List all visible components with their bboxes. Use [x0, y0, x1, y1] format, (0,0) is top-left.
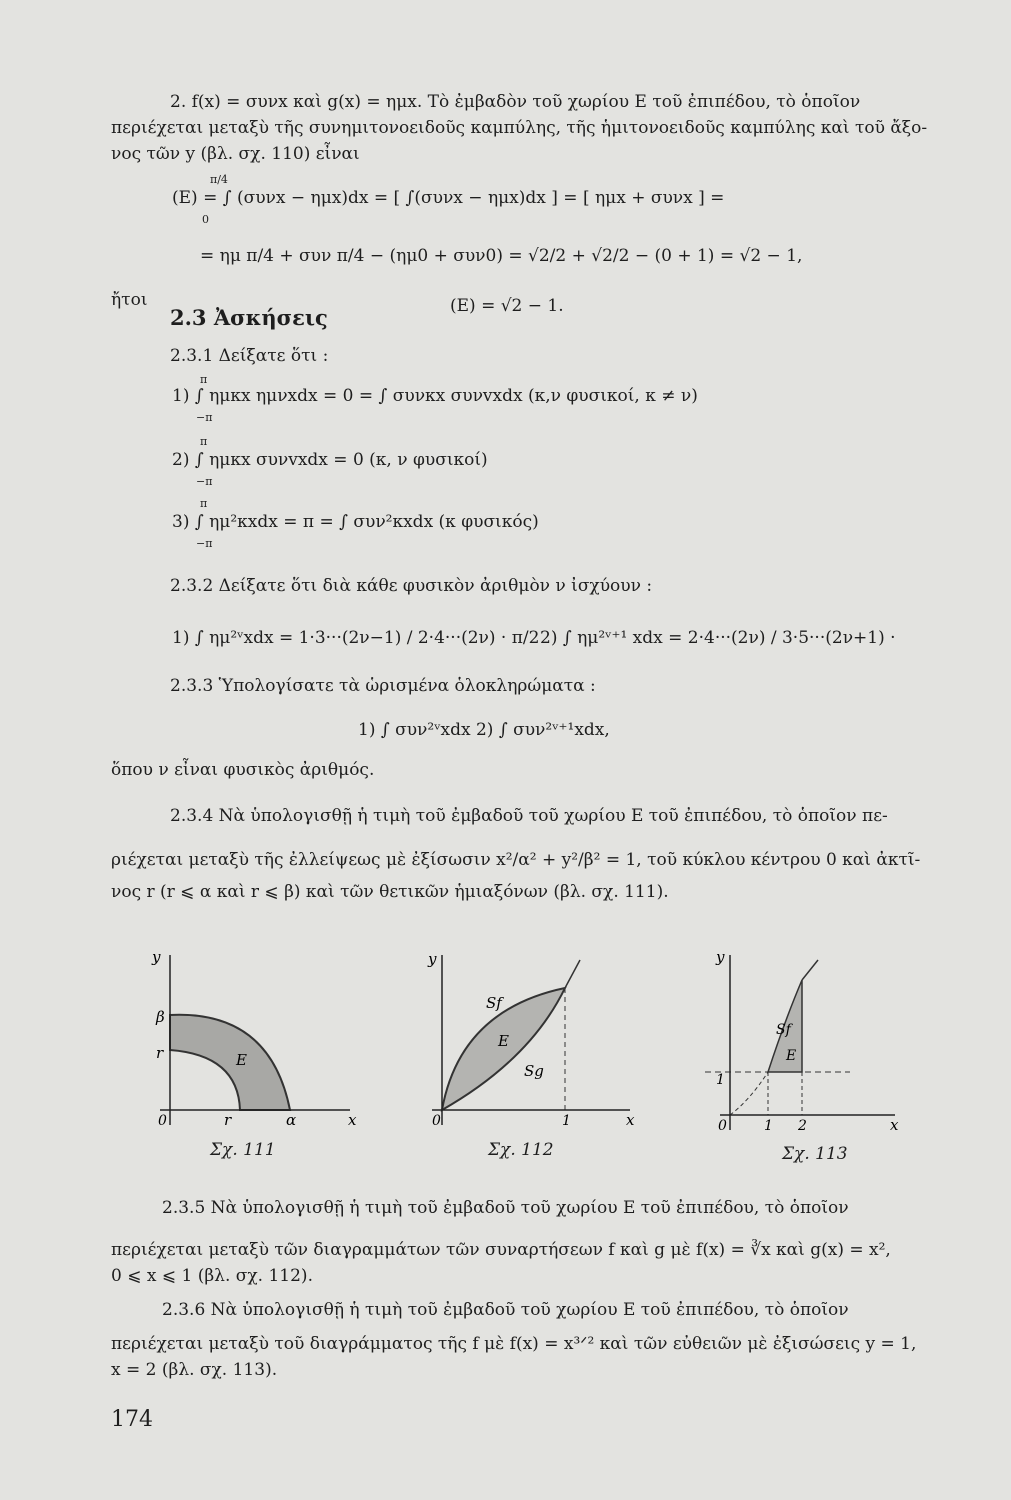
origin-label: 0: [718, 1118, 727, 1134]
text-line: νος r (r ⩽ α καὶ r ⩽ β) καὶ τῶν θετικῶν ἡμιαξόνων (βλ. σχ. 111).: [111, 882, 669, 902]
one-x-label: 1: [764, 1118, 773, 1134]
text-line: 2.3.5 Νὰ ὑπολογισθῇ ἡ τιμὴ τοῦ ἐμβαδοῦ τοῦ χωρίου Ε τοῦ ἐπιπέδου, τὸ ὁποῖον: [162, 1198, 849, 1218]
curve-continuation: [802, 960, 818, 980]
equation-line: (E) = ∫ (συνx − ημx)dx = [ ∫(συνx − ημx)dx ] = [ ημx + συνx ] =: [172, 188, 725, 208]
text-line: 2. f(x) = συνx καὶ g(x) = ημx. Τὸ ἐμβαδὸν τοῦ χωρίου Ε τοῦ ἐπιπέδου, τὸ ὁποῖον: [170, 92, 861, 112]
text-line: ριέχεται μεταξὺ τῆς ἐλλείψεως μὲ ἐξίσωσιν x²/α² + y²/β² = 1, τοῦ κύκλου κέντρου 0 καὶ ἀκτῖ-: [111, 850, 921, 870]
text-line: περιέχεται μεταξὺ τῶν διαγραμμάτων τῶν συναρτήσεων f καὶ g μὲ f(x) = ∛x καὶ g(x) = x²,: [111, 1240, 891, 1260]
sf-label: Sf: [776, 1022, 791, 1038]
region-e: [170, 1015, 290, 1110]
integral-upper-limit: π: [200, 373, 208, 386]
exercise-item: 2) ∫ ημκx συνvxdx = 0 (κ, ν φυσικοί): [172, 450, 488, 470]
region-e-label: E: [498, 1032, 509, 1050]
exercise-heading: 2.3.3 Ὑπολογίσατε τὰ ὡρισμένα ὁλοκληρώματα :: [170, 676, 596, 696]
text-line: 2.3.4 Νὰ ὑπολογισθῇ ἡ τιμὴ τοῦ ἐμβαδοῦ τοῦ χωρίου Ε τοῦ ἐπιπέδου, τὸ ὁποῖον πε-: [170, 806, 888, 826]
x-label: x: [626, 1111, 635, 1129]
section-heading: 2.3 Ἀσκήσεις: [170, 305, 328, 330]
one-y-label: 1: [716, 1072, 725, 1088]
alpha-label: α: [286, 1111, 297, 1129]
figure-caption: Σχ. 113: [782, 1144, 848, 1164]
exercise-item: 1) ∫ ημ²ᵛxdx = 1·3···(2ν−1) / 2·4···(2ν) · π/2: [172, 628, 540, 648]
integral-lower-limit: −π: [196, 411, 213, 424]
text-line: 2.3.6 Νὰ ὑπολογισθῇ ἡ τιμὴ τοῦ ἐμβαδοῦ τοῦ χωρίου Ε τοῦ ἐπιπέδου, τὸ ὁποῖον: [162, 1300, 849, 1320]
figure-caption: Σχ. 111: [210, 1140, 276, 1160]
figure-112: [420, 950, 640, 1130]
exercise-item: 1) ∫ συν²ᵛxdx 2) ∫ συν²ᵛ⁺¹xdx,: [358, 720, 610, 740]
integral-lower-limit: 0: [202, 213, 209, 226]
curve-dashed: [730, 1072, 768, 1115]
integral-upper-limit: π: [200, 497, 208, 510]
origin-label: 0: [158, 1113, 167, 1129]
equation-line: = ημ π/4 + συν π/4 − (ημ0 + συν0) = √2/2 + √2/2 − (0 + 1) = √2 − 1,: [200, 246, 803, 266]
two-label: 2: [798, 1118, 807, 1134]
text-line: ἤτοι: [111, 290, 148, 310]
text-line: 0 ⩽ x ⩽ 1 (βλ. σχ. 112).: [111, 1266, 313, 1286]
r-label: r: [156, 1044, 164, 1062]
integral-lower-limit: −π: [196, 475, 213, 488]
figure-111: [140, 950, 370, 1130]
exercise-item: 1) ∫ ημκx ημνxdx = 0 = ∫ συνκx συνvxdx (κ,ν φυσικοί, κ ≠ ν): [172, 386, 698, 406]
exercise-item: 2) ∫ ημ²ᵛ⁺¹ xdx = 2·4···(2ν) / 3·5···(2ν+1) ·: [540, 628, 896, 648]
r-axis-label: r: [224, 1111, 232, 1129]
y-label: y: [716, 950, 725, 966]
curve-continuation: [565, 960, 580, 988]
x-label: x: [348, 1111, 357, 1129]
sf-label: Sf: [486, 994, 502, 1012]
integral-upper-limit: π/4: [210, 173, 228, 186]
figure-113: [700, 950, 910, 1135]
text-line: περιέχεται μεταξὺ τῆς συνημιτονοειδοῦς καμπύλης, τῆς ἡμιτονοειδοῦς καμπύλης καὶ τοῦ ἄξο-: [111, 118, 928, 138]
equation-result: (E) = √2 − 1.: [450, 296, 564, 316]
integral-lower-limit: −π: [196, 537, 213, 550]
text-line: περιέχεται μεταξὺ τοῦ διαγράμματος τῆς f μὲ f(x) = x³ᐟ² καὶ τῶν εὐθειῶν μὲ ἐξισώσεις y = 1,: [111, 1334, 917, 1354]
one-label: 1: [562, 1113, 571, 1129]
text-line: x = 2 (βλ. σχ. 113).: [111, 1360, 278, 1380]
figure-caption: Σχ. 112: [488, 1140, 554, 1160]
region-e-label: E: [236, 1051, 247, 1069]
text-line: νος τῶν y (βλ. σχ. 110) εἶναι: [111, 144, 360, 164]
exercise-heading: 2.3.2 Δείξατε ὅτι διὰ κάθε φυσικὸν ἀριθμὸν ν ἰσχύουν :: [170, 576, 653, 596]
y-label: y: [152, 950, 161, 966]
y-label: y: [428, 950, 437, 968]
sg-label: Sg: [524, 1062, 544, 1080]
x-label: x: [890, 1116, 899, 1134]
origin-label: 0: [432, 1113, 441, 1129]
text-line: ὅπου ν εἶναι φυσικὸς ἀριθμός.: [111, 760, 375, 780]
integral-upper-limit: π: [200, 435, 208, 448]
exercise-heading: 2.3.1 Δείξατε ὅτι :: [170, 346, 329, 366]
beta-label: β: [156, 1008, 165, 1026]
region-e-label: E: [786, 1048, 797, 1064]
page-number: 174: [111, 1407, 153, 1432]
exercise-item: 3) ∫ ημ²κxdx = π = ∫ συν²κxdx (κ φυσικός): [172, 512, 539, 532]
